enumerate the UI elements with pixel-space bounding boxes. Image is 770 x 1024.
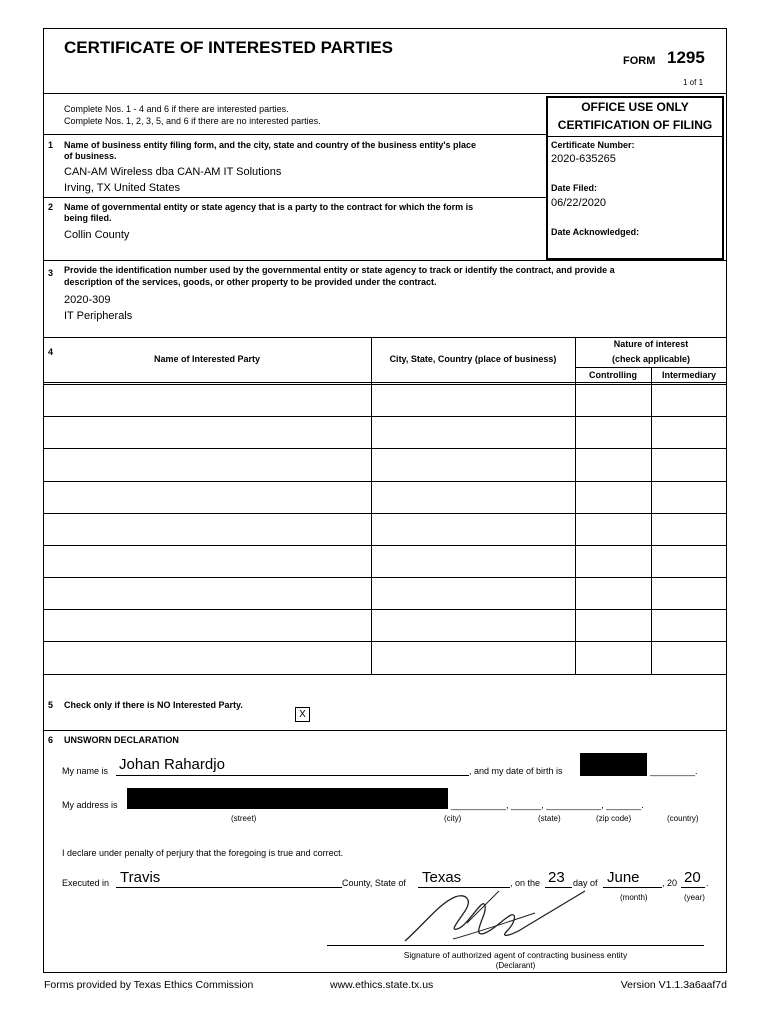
date-filed-label: Date Filed: [551,183,598,193]
col-divider [575,337,576,674]
form-number: 1295 [667,48,705,67]
divider [43,337,727,338]
certification-title: CERTIFICATION OF FILING [557,118,713,132]
section-2-number: 2 [48,202,54,212]
signature-image [395,883,595,953]
col-header-controlling: Controlling [589,370,637,380]
divider [43,93,727,94]
dob-label: , and my date of birth is [469,766,563,776]
street-label: (street) [231,814,257,823]
table-row-line [43,384,727,385]
section-4-number: 4 [48,347,54,357]
name-underline [116,775,469,776]
section-6-title: UNSWORN DECLARATION [64,735,179,745]
governmental-entity-name: Collin County [64,229,130,241]
year-suffix: . [706,878,709,888]
year-caption: (year) [684,893,705,902]
section-2-label-cont: being filed. [64,213,112,223]
redacted-address [127,788,448,809]
divider [43,260,727,261]
footer-version: Version V1.1.3a6aaf7d [620,979,727,991]
col-divider [371,337,372,674]
section-5-label: Check only if there is NO Interested Party. [64,700,243,710]
section-3-label: Provide the identification number used by the governmental entity or state agency to track or identify the contract, and provide a [64,265,615,275]
divider [548,136,724,137]
section-3-label-cont: description of the services, goods, or other property to be provided under the contract. [64,277,437,287]
county-state-label: County, State of [342,878,406,888]
footer-url[interactable]: www.ethics.state.tx.us [330,979,434,991]
section-3-number: 3 [48,268,54,278]
declaration-statement: I declare under penalty of perjury that the foregoing is true and correct. [62,848,344,858]
certificate-number-label: Certificate Number: [551,140,635,150]
col-header-place: City, State, Country (place of business) [389,354,557,364]
divider [43,134,546,135]
table-row-line [43,609,727,610]
zip-label: (zip code) [596,814,632,823]
divider [43,730,727,731]
county-value[interactable]: Travis [120,869,161,886]
country-label: (country) [667,814,699,823]
my-address-label: My address is [62,800,118,810]
col-divider [651,367,652,674]
my-name-label: My name is [62,766,109,776]
day-of-label: day of [573,878,598,888]
table-row-line [43,577,727,578]
year-prefix: , 20 [662,878,678,888]
executed-in-label: Executed in [62,878,110,888]
section-1-number: 1 [48,140,54,150]
instruction-line-1: Complete Nos. 1 - 4 and 6 if there are interested parties. [64,104,289,114]
form-label: FORM [623,55,656,67]
dob-tail: _________. [650,766,698,776]
date-acknowledged-label: Date Acknowledged: [551,227,640,237]
signature-line [327,945,704,946]
page-indicator: 1 of 1 [683,78,704,87]
state-label: (state) [538,814,561,823]
contract-description: IT Peripherals [64,310,133,322]
year-underline [681,887,705,888]
table-row-line [43,674,727,675]
table-row-line [43,481,727,482]
certificate-number-value: 2020-635265 [551,153,616,165]
table-row-line [43,448,727,449]
col-header-intermediary: Intermediary [661,370,717,380]
county-underline [116,887,342,888]
instruction-line-2: Complete Nos. 1, 2, 3, 5, and 6 if there are no interested parties. [64,116,321,126]
year-value[interactable]: 20 [684,869,701,886]
state-value[interactable]: Texas [422,869,462,886]
form-title: CERTIFICATE OF INTERESTED PARTIES [64,38,393,57]
month-underline [603,887,662,888]
on-the-label: , on the [510,878,541,888]
date-filed-value: 06/22/2020 [551,197,607,209]
section-6-number: 6 [48,735,54,745]
col-header-name: Name of Interested Party [153,354,261,364]
table-row-line [43,416,727,417]
footer-left: Forms provided by Texas Ethics Commission [44,979,254,991]
section-1-label: Name of business entity filing form, and the city, state and country of the business entity's place [64,140,477,150]
declarant-label: (Declarant) [495,961,536,970]
table-row-line [43,513,727,514]
table-row-line [43,545,727,546]
address-tail: ___________, ______, ___________, _______. [451,800,644,810]
no-interested-party-checkbox[interactable]: X [295,707,310,722]
section-5-number: 5 [48,700,54,710]
table-row-line [43,382,727,383]
day-value[interactable]: 23 [548,869,565,886]
col-header-nature: Nature of interest [613,339,689,349]
section-2-label: Name of governmental entity or state agency that is a party to the contract for which the form is [64,202,474,212]
signature-label: Signature of authorized agent of contracting business entity [403,950,628,960]
business-entity-location: Irving, TX United States [64,182,180,194]
declarant-name[interactable]: Johan Rahardjo [119,756,225,773]
business-entity-name: CAN-AM Wireless dba CAN-AM IT Solutions [64,166,282,178]
city-label: (city) [444,814,462,823]
office-use-title: OFFICE USE ONLY [581,100,689,114]
col-header-check: (check applicable) [611,354,691,364]
section-1-label-cont: of business. [64,151,117,161]
redacted-date-of-birth [580,753,647,776]
divider [43,197,546,198]
month-caption: (month) [620,893,648,902]
month-value[interactable]: June [607,869,640,886]
table-row-line [43,641,727,642]
contract-id: 2020-309 [64,294,111,306]
